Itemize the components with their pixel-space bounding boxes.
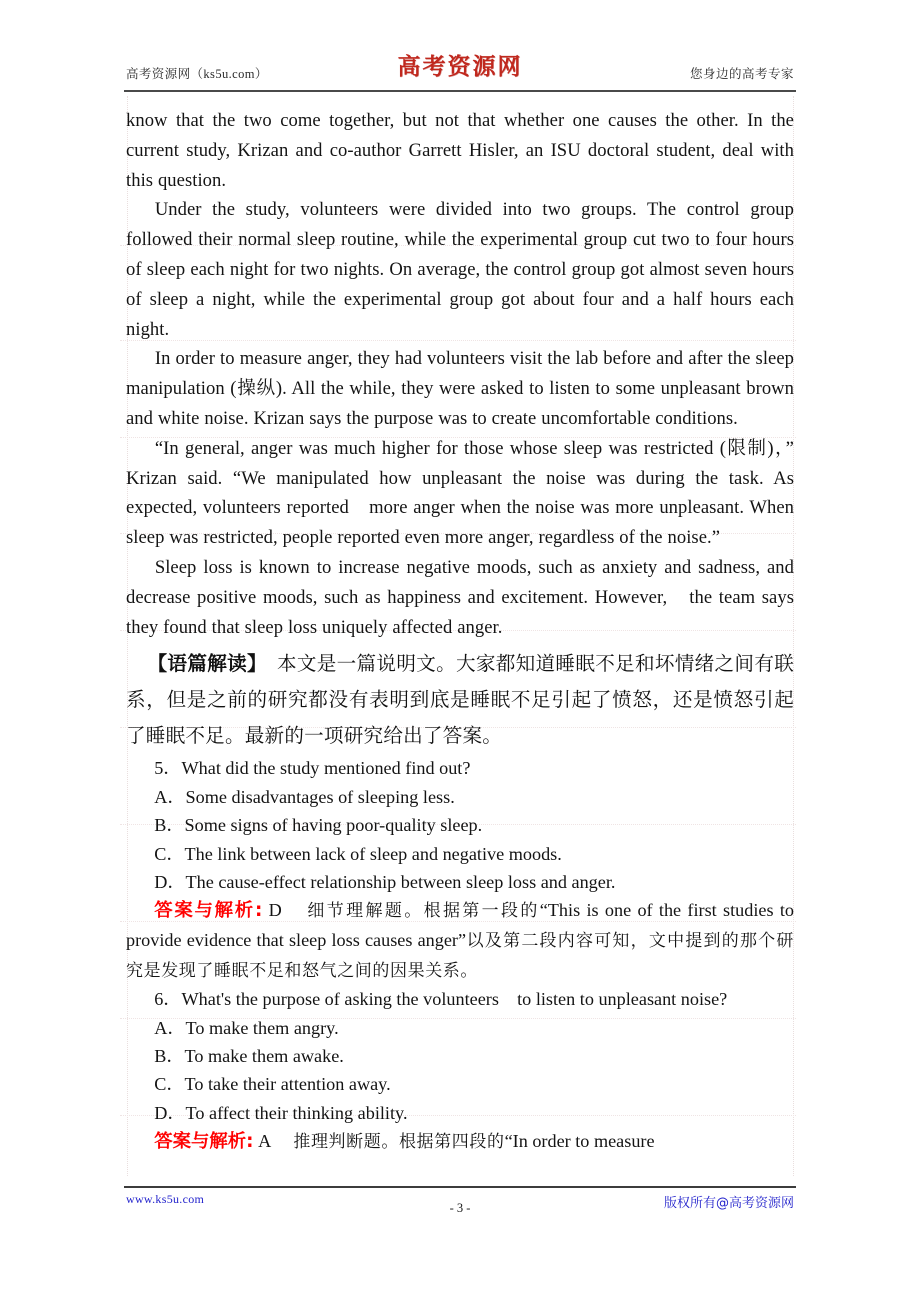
answer-label: 答案与解析: <box>154 1131 254 1150</box>
question-option[interactable]: D．The cause-effect relationship between sleep loss and anger. <box>154 871 616 892</box>
explanation-lead: 细节理解题。根据第一段的 <box>288 901 540 922</box>
header-site-name: 高考资源网（ks5u.com） <box>126 67 268 81</box>
question-option[interactable]: A．Some disadvantages of sleeping less. <box>154 786 455 807</box>
footer-divider <box>124 1186 796 1188</box>
explanation-tail: 以及第二段内容可知，文中提到的那个研究是发现了睡眠不足和怒气之间的因果关系。 <box>126 930 794 981</box>
header-logo: 高考资源网 <box>397 53 523 80</box>
question-text: What's the purpose of asking the volunteers to listen to unpleasant noise? <box>181 989 728 1010</box>
answer-explanation <box>126 896 794 985</box>
answer-letter: A <box>258 1131 272 1150</box>
question-text: What did the study mentioned find out? <box>181 758 471 779</box>
passage-paragraph: “In general, anger was much higher for those whose sleep was restricted (限制)，” Krizan said. “We manipulated how unpleasant the noise was during the task. As expected, volunteers reported more anger when the noise was more unpleasant. When sleep was restricted, people reported even more anger, regardless of the noise.” <box>126 437 794 549</box>
analysis-text: 本文是一篇说明文。大家都知道睡眠不足和坏情绪之间有联系，但是之前的研究都没有表明到底是睡眠不足引起了愤怒，还是愤怒引起了睡眠不足。最新的一项研究给出了答案。 <box>126 652 794 748</box>
page-footer <box>126 1192 794 1222</box>
passage-paragraph: Sleep loss is known to increase negative moods, such as anxiety and sadness, and decrease positive moods, such as happiness and excitement. However, the team says they found that sleep loss uniquely affected anger. <box>126 556 794 638</box>
analysis-tag: 【语篇解读】 <box>147 652 258 676</box>
question-number: 6． <box>154 989 182 1010</box>
answer-label: 答案与解析: <box>154 900 263 922</box>
explanation-lead: 推理判断题。根据第四段的 <box>275 1132 505 1150</box>
question-option[interactable]: A．To make them angry. <box>154 1017 339 1038</box>
footer-copyright: 版权所有@高考资源网 <box>663 1196 794 1211</box>
passage-paragraph: Under the study, volunteers were divided into two groups. The control group followed their normal sleep routine, while the experimental group cut two to four hours of sleep each night for two nights. On average, the control group got almost seven hours of sleep a night, while the experimental group got about four and a half hours each night. <box>126 199 794 340</box>
answer-explanation-clipped <box>126 1127 794 1149</box>
question-stem <box>126 985 794 1013</box>
page-number: - 3 - <box>449 1201 471 1215</box>
header-divider <box>124 90 796 92</box>
explanation-quote: “This is one of the first studies to provide evidence that sleep loss causes anger” <box>126 900 795 950</box>
explanation-quote: “In order to measure <box>504 1131 655 1150</box>
page-header <box>126 48 794 94</box>
passage-analysis-block <box>126 646 794 754</box>
answer-explanation <box>126 1127 794 1149</box>
question-option[interactable]: C．To take their attention away. <box>154 1074 391 1095</box>
page-content <box>126 106 794 1149</box>
question-number: 5． <box>154 758 182 779</box>
header-slogan: 您身边的高考专家 <box>689 67 794 81</box>
question-option[interactable]: C．The link between lack of sleep and negative moods. <box>154 843 562 864</box>
question-option[interactable]: D．To affect their thinking ability. <box>154 1102 408 1123</box>
footer-url[interactable]: www.ks5u.com <box>126 1192 205 1206</box>
question-option[interactable]: B．To make them awake. <box>154 1045 344 1066</box>
question-option[interactable]: B．Some signs of having poor-quality sleep. <box>154 815 483 836</box>
answer-letter: D <box>268 900 282 921</box>
passage-paragraph: In order to measure anger, they had volunteers visit the lab before and after the sleep manipulation (操纵). All the while, they were asked to listen to some unpleasant brown and white noise. Krizan says the purpose was to create uncomfortable conditions. <box>126 348 794 429</box>
passage-paragraph: know that the two come together, but not that whether one causes the other. In the current study, Krizan and co-author Garrett Hisler, an ISU doctoral student, deal with this question. <box>126 110 794 191</box>
question-stem <box>126 754 794 782</box>
